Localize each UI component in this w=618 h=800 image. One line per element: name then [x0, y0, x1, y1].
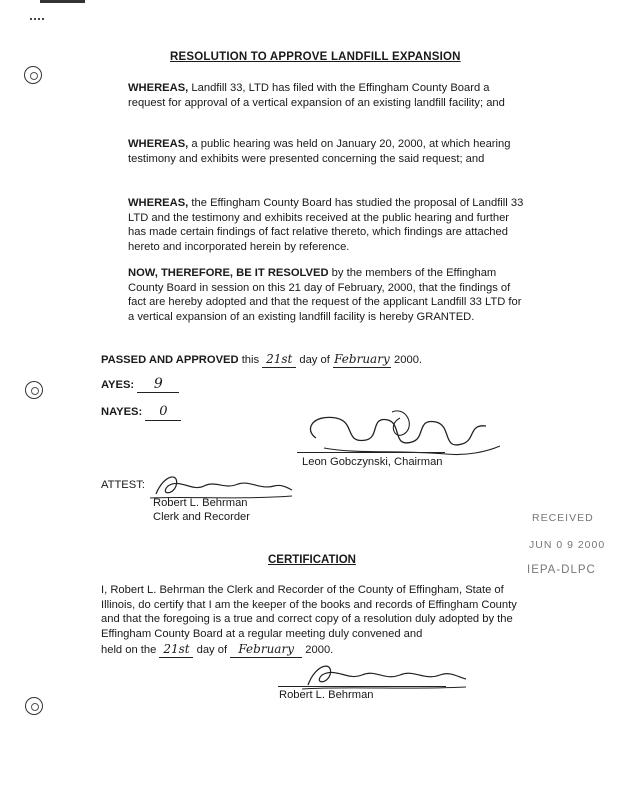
passed-day-value: 21st [262, 352, 296, 368]
certification-body: I, Robert L. Behrman the Clerk and Recorder of the County of Effingham, State of Illinois, do certify that I am the keeper of the books and records of Effingham County and that the foregoing is a true and correct copy of a resolution duly adopted by the Effingham County Board at a regular meeting duly convened and [101, 584, 517, 640]
scan-specks [30, 18, 44, 28]
whereas-paragraph-1 [128, 81, 523, 110]
resolved-lead: NOW, THEREFORE, BE IT RESOLVED [128, 267, 329, 279]
resolved-paragraph [128, 266, 526, 324]
ayes-line [101, 377, 179, 393]
chairman-signature-line [297, 452, 445, 453]
passed-lead: PASSED AND APPROVED [101, 354, 239, 366]
certification-signer: Robert L. Behrman [279, 689, 374, 701]
scan-mark [40, 0, 85, 3]
attest-title: Clerk and Recorder [153, 511, 251, 523]
received-stamp-line-1: RECEIVED [532, 512, 594, 524]
certification-held-on: held on the [101, 644, 157, 656]
resolved-text: by the members of the Effingham County Board in session on this 21 day of February, 2000, that the findings of fact are hereby adopted and that the request of the applicant Landfill 33 LTD for a vertical expansion of an existing landfill facility is hereby GRANTED. [128, 267, 522, 323]
punch-hole-top [24, 66, 42, 84]
whereas-text: Landfill 33, LTD has filed with the Effingham County Board a request for approval of a vertical expansion of an existing landfill facility; and [128, 82, 505, 109]
passed-this: this [241, 354, 260, 366]
whereas-text: a public hearing was held on January 20, 2000, at which hearing testimony and exhibits were presented concerning the said request; and [128, 138, 511, 165]
certification-held-line [101, 642, 333, 658]
certification-day-value: 21st [159, 642, 193, 658]
nayes-label: NAYES: [101, 406, 143, 418]
whereas-paragraph-3 [128, 196, 526, 254]
passed-month-value: February [334, 352, 390, 366]
whereas-paragraph-2 [128, 137, 518, 166]
received-stamp-line-2: JUN 0 9 2000 [529, 539, 606, 551]
certification-month-value: February [230, 642, 302, 658]
ayes-label: AYES: [101, 379, 135, 391]
received-stamp-line-3: IEPA-DLPC [527, 564, 596, 576]
nayes-line [101, 405, 181, 421]
whereas-lead: WHEREAS, [128, 82, 189, 94]
whereas-lead: WHEREAS, [128, 197, 189, 209]
chairman-name: Leon Gobczynski, Chairman [302, 456, 443, 468]
attest-label: ATTEST: [101, 479, 145, 491]
whereas-text: the Effingham County Board has studied the proposal of Landfill 33 LTD and the testimony and exhibits received at the public hearing and further has made certain findings of fact relative thereto, which findings are attached hereto and incorporated herein by reference. [128, 197, 524, 253]
whereas-lead: WHEREAS, [128, 138, 189, 150]
nayes-value: 0 [145, 405, 181, 421]
clerk-signature-line [278, 686, 446, 687]
ayes-value: 9 [137, 377, 179, 393]
page-title: RESOLUTION TO APPROVE LANDFILL EXPANSION [170, 51, 461, 63]
passed-day-of: day of [299, 354, 330, 366]
passed-year: 2000. [394, 354, 423, 366]
punch-hole-bottom [25, 697, 43, 715]
certification-year: 2000. [305, 644, 334, 656]
attest-name: Robert L. Behrman [153, 497, 248, 509]
passed-line [101, 352, 521, 368]
punch-hole-middle [25, 381, 43, 399]
certification-heading: CERTIFICATION [268, 554, 356, 566]
certification-day-of: day of [196, 644, 228, 656]
